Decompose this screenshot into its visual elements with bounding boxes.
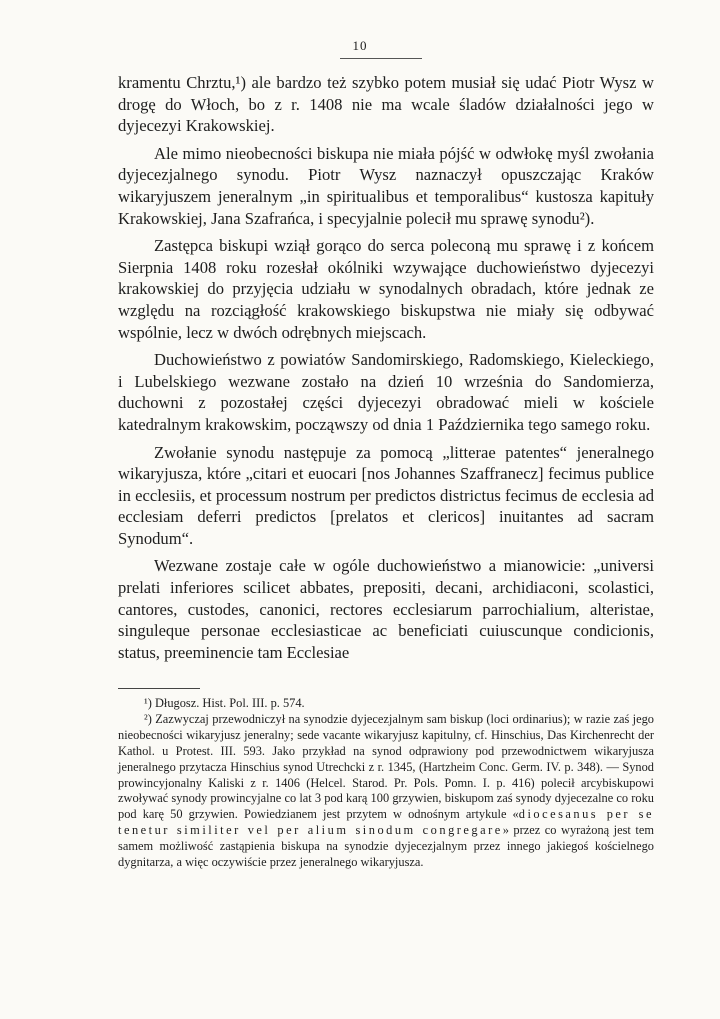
paragraph: Zastępca biskupi wziął gorąco do serca poleconą mu sprawę i z końcem Sierpnia 1408 roku rozesłał okólniki wzywające duchowieństwo dyjecezyi krakowskiej do przyjęcia udziału w synodalnych obradach, które jednak ze względu na rozciągłość krakowskiego biskupstwa nie miały się odbywać wspólnie, lecz w dwóch odrębnych miejscach.: [118, 236, 654, 342]
paragraph: Wezwane zostaje całe w ogóle duchowieństwo a mianowicie: „universi prelati inferiores scilicet abbates, prepositi, decani, archidiaconi, scolastici, cantores, custodes, canonici, rectores ecclesiarum parrochialium, alteristae, singuleque personae ecclesiasticae ac beneficiati cuiuscunque condicionis, status, preeminencie tam Ecclesiae: [118, 556, 654, 662]
footnote-2-text-a: ²) Zazwyczaj przewodniczył na synodzie dyjecezjalnym sam biskup (loci ordinarius); w razie zaś jego nieobecności wikaryjusz jeneralny; sede vacante wikaryjusz kapitulny, cf. Hinschius, Das Kirchenrecht der Kathol. u Protest. III. 593. Jako przykład na synod odprawiony pod przewodnictwem wikaryjusza jeneralnego przytacza Hinschius synod Utrechcki z r. 1345, (Hartzheim Conc. Germ. IV. p. 348). — Synod prowincyjonalny Kaliski z r. 1406 (Helcel. Starod. Pr. Pols. Pomn. I. p. 416) polecił arcybiskupowi zwoływać synody prowincyjalne co lat 3 pod karą 100 grzywien, biskupom zaś synody dyjecezalne co roku pod karę 50 grzywien. Powiedzianem jest przytem w odnośnym artykule «: [118, 711, 654, 822]
footnotes: [118, 696, 654, 871]
paragraph: Duchowieństwo z powiatów Sandomirskiego, Radomskiego, Kieleckiego, i Lubelskiego wezwane zostało na dzień 10 września do Sandomierza, duchowni z pozostałej części dyjecezyi obradować mieli w kościele katedralnym krakowskim, począwszy od dnia 1 Października tego samego roku.: [118, 350, 654, 434]
footnote-2-text-b: » przez co wyrażoną jest tem samem możliwość zastąpienia biskupa na synodzie dyjecezjalnym przez innego jakiegoś kościelnego dygnitarza, a więc oczywiście przez jeneralnego wikaryjusza.: [118, 823, 654, 870]
paragraph: Zwołanie synodu następuje za pomocą „litterae patentes“ jeneralnego wikaryjusza, które „citari et euocari [nos Johannes Szaffranecz] fecimus publice in ecclesiis, et processum nostrum per predictos districtus fecimus de ecclesia ad ecclesiam deferri predictos [prelatos et clericos] inuitantes ad sacram Synodum“.: [118, 442, 654, 548]
body-text: [118, 72, 654, 669]
header-rule: [340, 58, 422, 59]
paragraph: kramentu Chrztu,¹) ale bardzo też szybko potem musiał się udać Piotr Wysz w drogę do Włoch, bo z r. 1408 nie ma wcale śladów działalności jego w dyjecezyi Krakowskiej.: [118, 73, 654, 136]
footnote-rule: [118, 688, 200, 689]
page-number: 10: [352, 38, 368, 53]
footnote-1: ¹) Długosz. Hist. Pol. III. p. 574.: [144, 696, 305, 710]
paragraph: Ale mimo nieobecności biskupa nie miała pójść w odwłokę myśl zwołania dyjecezjalnego synodu. Piotr Wysz naznaczył opuszczając Kraków wikaryjuszem jeneralnym „in spiritualibus et temporalibus“ kustosza kapituły Krakowskiej, Jana Szafrańca, i specyjalnie polecił mu sprawę synodu²).: [118, 143, 654, 228]
footnote-2-quote: diocesanus per se tenetur similiter vel per alium sinodum congregare: [118, 807, 654, 838]
footnote-2: [118, 712, 654, 871]
